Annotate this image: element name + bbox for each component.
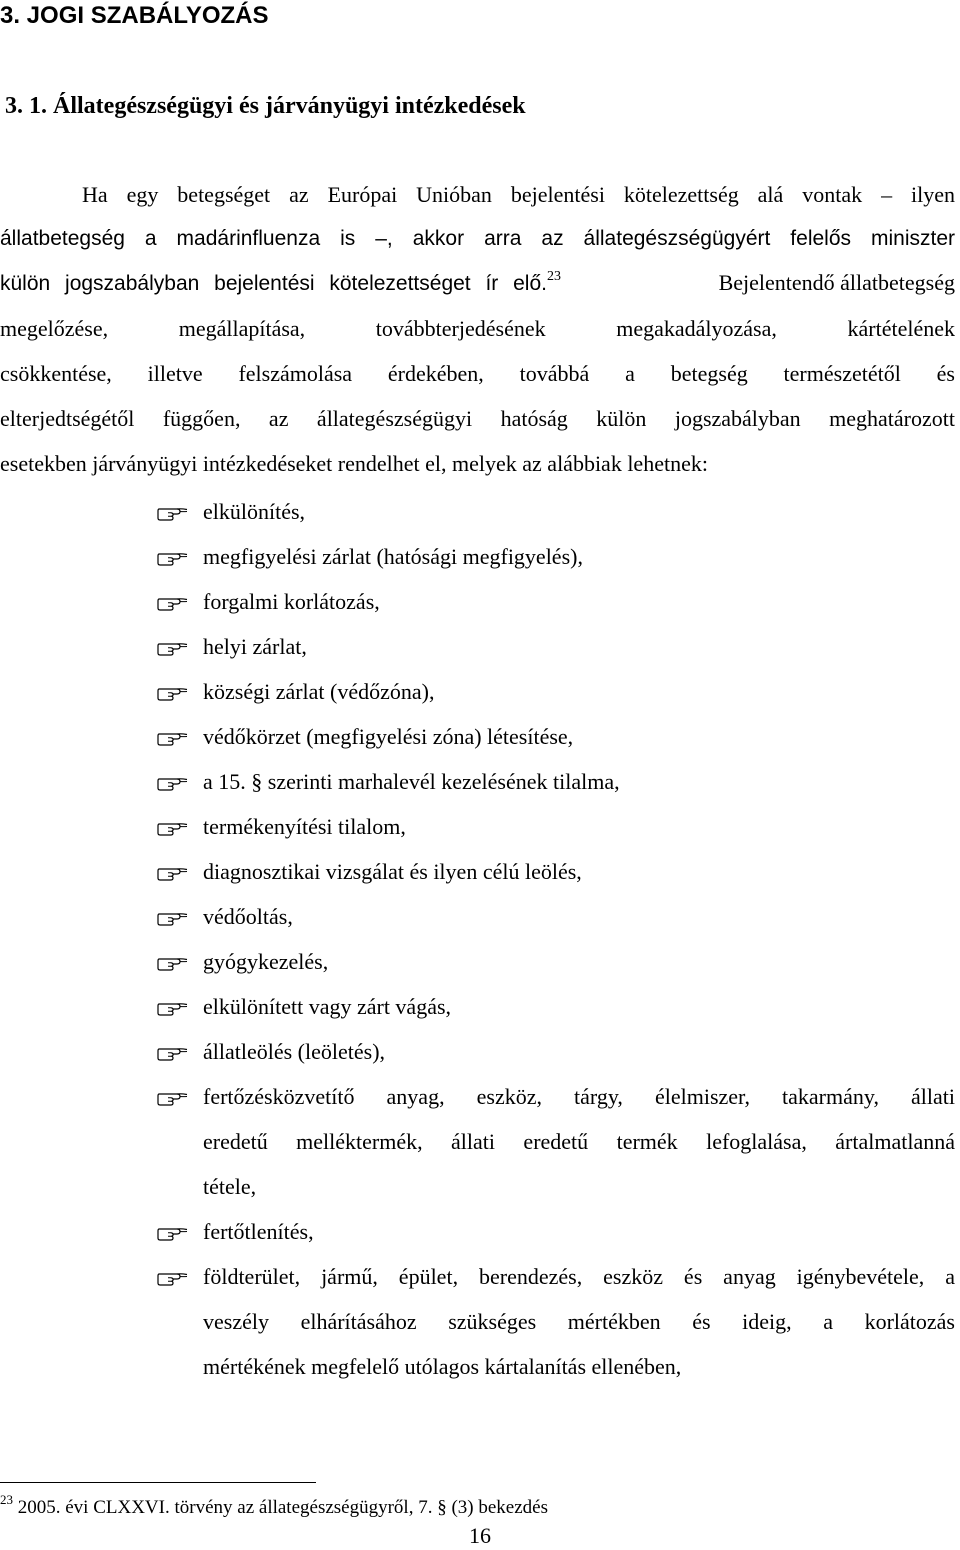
measure-text: helyi zárlat, xyxy=(203,634,307,659)
pointing-hand-icon xyxy=(157,818,189,838)
paragraph-text: Bejelentendő állatbetegség xyxy=(718,270,955,295)
pointing-hand-icon xyxy=(157,998,189,1018)
pointing-hand-icon xyxy=(157,1223,189,1243)
measure-text: veszély elhárításához szükséges mértékben és ideig, a korlátozás xyxy=(203,1309,955,1334)
pointing-hand-icon xyxy=(157,1268,189,1288)
paragraph-line xyxy=(0,268,955,299)
pointing-hand-icon xyxy=(157,683,189,703)
measure-text: mértékének megfelelő utólagos kártalanítás ellenében, xyxy=(203,1354,682,1379)
pointing-hand-icon xyxy=(157,863,189,883)
page-number: 16 xyxy=(469,1523,491,1548)
measure-text: forgalmi korlátozás, xyxy=(203,589,380,614)
footnote-reference[interactable]: 23 xyxy=(547,269,561,284)
pointing-hand-icon xyxy=(157,593,189,613)
measure-text: elkülönítés, xyxy=(203,499,306,524)
measure-text: gyógykezelés, xyxy=(203,949,329,974)
paragraph-text: külön jogszabályban bejelentési kötelezettséget ír elő. xyxy=(0,272,547,295)
measure-text: tétele, xyxy=(203,1174,257,1199)
paragraph-line: esetekben járványügyi intézkedéseket rendelhet el, melyek az alábbiak lehetnek: xyxy=(0,451,708,476)
measure-text: fertőtlenítés, xyxy=(203,1219,314,1244)
measure-text: védőoltás, xyxy=(203,904,293,929)
paragraph-line: állatbetegség a madárinfluenza is –, akkor arra az állategészségügyért felelős miniszter xyxy=(0,227,955,250)
paragraph-line: megelőzése, megállapítása, továbbterjedésének megakadályozása, kártételének xyxy=(0,316,955,341)
measure-text: eredetű melléktermék, állati eredetű termék lefoglalása, ártalmatlanná xyxy=(203,1129,955,1154)
measure-text: diagnosztikai vizsgálat és ilyen célú leölés, xyxy=(203,859,582,884)
measure-text: a 15. § szerinti marhalevél kezelésének tilalma, xyxy=(203,769,620,794)
pointing-hand-icon xyxy=(157,773,189,793)
pointing-hand-icon xyxy=(157,548,189,568)
pointing-hand-icon xyxy=(157,908,189,928)
footnote-text: 2005. évi CLXXVI. törvény az állategészségügyről, 7. § (3) bekezdés xyxy=(17,1497,548,1518)
paragraph-line: csökkentése, illetve felszámolása érdekében, továbbá a betegség természetétől és xyxy=(0,361,955,386)
measure-text: elkülönített vagy zárt vágás, xyxy=(203,994,452,1019)
measure-text: megfigyelési zárlat (hatósági megfigyelés), xyxy=(203,544,583,569)
footnote-separator xyxy=(0,1482,316,1483)
measure-text: állatleölés (leöletés), xyxy=(203,1039,386,1064)
footnote xyxy=(0,1494,548,1522)
footnote-number: 23 xyxy=(0,1492,13,1507)
measure-text: termékenyítési tilalom, xyxy=(203,814,406,839)
measure-text: földterület, jármű, épület, berendezés, eszköz és anyag igénybevétele, a xyxy=(203,1264,955,1289)
pointing-hand-icon xyxy=(157,953,189,973)
pointing-hand-icon xyxy=(157,1043,189,1063)
section-heading: 3. 1. Állategészségügyi és járványügyi intézkedések xyxy=(5,93,526,119)
paragraph-line: Ha egy betegséget az Európai Unióban bejelentési kötelezettség alá vontak – ilyen xyxy=(82,182,955,207)
pointing-hand-icon xyxy=(157,503,189,523)
chapter-heading: 3. JOGI SZABÁLYOZÁS xyxy=(0,2,269,29)
pointing-hand-icon xyxy=(157,728,189,748)
measure-text: községi zárlat (védőzóna), xyxy=(203,679,435,704)
measure-text: védőkörzet (megfigyelési zóna) létesítése, xyxy=(203,724,574,749)
pointing-hand-icon xyxy=(157,638,189,658)
pointing-hand-icon xyxy=(157,1088,189,1108)
measure-text: fertőzésközvetítő anyag, eszköz, tárgy, élelmiszer, takarmány, állati xyxy=(203,1084,955,1109)
paragraph-line: elterjedtségétől függően, az állategészségügyi hatóság külön jogszabályban meghatározott xyxy=(0,406,955,431)
